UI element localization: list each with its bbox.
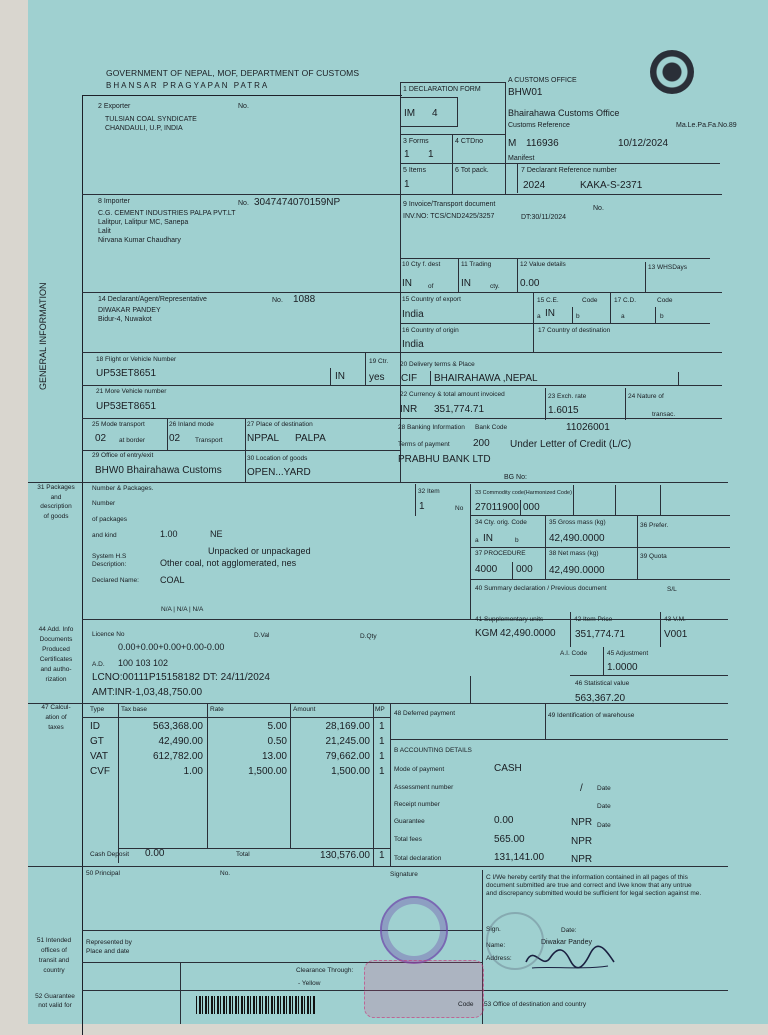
hs-label: System H.S	[92, 553, 127, 560]
declared-name: COAL	[160, 575, 185, 585]
cd-b: b	[660, 313, 664, 320]
exporter-no-label: No.	[238, 103, 249, 110]
certifier-name-label: Name:	[486, 942, 506, 949]
receipt-date-label: Date	[597, 803, 611, 810]
tax-mp: 1	[379, 736, 385, 747]
tax-mp: 1	[379, 766, 385, 777]
importer-name: C.G. CEMENT INDUSTRIES PALPA PVT.LT	[98, 210, 236, 217]
declarant-address: Bidur-4, Nuwakot	[98, 316, 152, 323]
tax-type: GT	[90, 736, 104, 747]
location-goods: OPEN...YARD	[247, 467, 311, 478]
summary-declaration-value: S/L	[667, 586, 677, 593]
more-vehicle-label: 21 More Vehicle number	[96, 388, 167, 395]
number-label: Number	[92, 500, 116, 507]
certifier-address-label: Address:	[486, 955, 512, 962]
payment-mode-label: Mode of payment	[394, 766, 445, 773]
destination-country-suffix: of	[428, 283, 434, 290]
ctdno-label: 4 CTDno	[455, 138, 484, 145]
items-label: 5 Items	[403, 167, 426, 174]
procedure-label: 37 PROCEDURE	[475, 550, 526, 557]
exporter-label: 2 Exporter	[98, 103, 131, 110]
clearance-copy: - Yellow	[298, 980, 321, 987]
and-kind-label: and kind	[92, 532, 117, 539]
accounting-details-title: B ACCOUNTING DETAILS	[394, 747, 472, 754]
warehouse-id-label: 49 Identification of warehouse	[548, 712, 635, 719]
dval-label: D.Val	[254, 632, 270, 639]
total-declaration: 131,141.00	[494, 852, 545, 863]
vehicle-number-label: 18 Flight or Vehicle Number	[96, 356, 177, 363]
declarant-reference-label: 7 Declarant Reference number	[521, 167, 617, 174]
currency-code: INR	[400, 404, 418, 415]
total-fees-currency: NPR	[571, 836, 593, 847]
ce-b: b	[576, 313, 580, 320]
mode-transport-code: 02	[95, 433, 107, 444]
origin-code-b: b	[515, 537, 519, 544]
vehicle-number: UP53ET8651	[96, 368, 157, 379]
tax-base: 612,782.00	[152, 751, 203, 762]
header-title: GOVERNMENT OF NEPAL, MOF, DEPARTMENT OF CUSTOMS	[106, 68, 360, 78]
hs-description: Other coal, not agglomerated, nes	[160, 558, 297, 568]
licence-label: Licence No	[92, 631, 125, 638]
export-country-label: 15 Country of export	[402, 296, 461, 303]
destination-office-label: 53 Office of destination and country	[484, 1001, 587, 1008]
mode-transport-label: 25 Mode transport	[92, 421, 145, 428]
ad-label: A.D.	[92, 661, 105, 668]
nature-transaction-label: 24 Nature of	[628, 393, 664, 400]
sign-label: Sign.	[486, 926, 501, 933]
origin-code: IN	[483, 533, 493, 544]
tax-amount: 28,169.00	[325, 721, 370, 732]
gross-mass-label: 35 Gross mass (kg)	[549, 519, 606, 526]
customs-reference-number: 116936	[526, 138, 559, 149]
ce-a: a	[537, 313, 541, 320]
customs-office-name: Bhairahawa Customs Office	[508, 108, 620, 118]
exchange-rate-label: 23 Exch. rate	[548, 393, 587, 400]
guarantee-amount: 0.00	[494, 815, 514, 826]
office-entry-label: 29 Office of entry/exit	[92, 452, 154, 459]
footer-code-label: Code	[458, 1001, 474, 1008]
currency-label: 22 Currency & total amount invoiced	[400, 391, 505, 398]
vehicle-country: IN	[335, 371, 345, 382]
valuation-method-label: 43 V.M.	[664, 616, 686, 623]
cd-label: 17 C.D.	[614, 297, 637, 304]
total-packages-label: 6 Tot pack.	[455, 167, 489, 174]
ce-label: 15 C.E.	[537, 297, 559, 304]
importer-contact: Nirvana Kumar Chaudhary	[98, 237, 181, 244]
licence-values: 0.00+0.00+0.00+0.00-0.00	[118, 642, 225, 652]
preference-label: 36 Prefer.	[640, 522, 669, 529]
valuation-method: V001	[664, 629, 688, 640]
inland-mode-label: 26 Inland mode	[169, 421, 214, 428]
cash-deposit-label: Cash Deposit	[90, 851, 130, 858]
clearance-label: Clearance Through:	[296, 967, 354, 974]
of-packages-label: of packages	[92, 516, 128, 523]
manifest-label: Manifest	[508, 155, 535, 162]
guarantee-side-label: 52 Guarantee not valid for	[35, 993, 75, 1009]
total-declaration-label: Total declaration	[394, 855, 442, 862]
tax-base: 563,368.00	[152, 721, 203, 732]
procedure-subcode: 000	[516, 564, 533, 575]
tax-rate: 0.50	[267, 736, 287, 747]
inland-mode-text: Transport	[195, 437, 223, 444]
exchange-rate: 1.6015	[548, 405, 579, 416]
tax-type-header: Type	[90, 706, 105, 713]
forms-value-1: 1	[404, 149, 410, 160]
value-details-label: 12 Value details	[520, 261, 566, 268]
commodity-code: 27011900	[475, 502, 519, 513]
deferred-payment-label: 48 Deferred payment	[394, 710, 456, 717]
net-mass-label: 38 Net mass (kg)	[549, 550, 599, 557]
tax-base: 42,490.00	[158, 736, 203, 747]
cash-deposit: 0.00	[145, 848, 165, 859]
commodity-subcode: 000	[523, 502, 540, 513]
lc-number: LCNO:00111P15158182 DT: 24/11/2024	[92, 672, 270, 683]
declarant-name: DIWAKAR PANDEY	[98, 307, 161, 314]
item-price: 351,774.71	[575, 629, 626, 640]
importer-address-1: Lalitpur, Lalitpur MC, Sanepa	[98, 219, 189, 226]
lc-amount: AMT:INR-1,03,48,750.00	[92, 687, 203, 698]
office-stamp-purple	[380, 896, 448, 964]
assessment-date-label: Date	[597, 785, 611, 792]
trading-country-code: IN	[461, 278, 471, 289]
tax-rate: 1,500.00	[248, 766, 287, 777]
summary-declaration-label: 40 Summary declaration / Previous document	[475, 585, 607, 592]
hs-description-label: Description:	[92, 561, 127, 568]
customs-reference-date: 10/12/2024	[618, 138, 669, 149]
container-label: 19 Ctr.	[369, 358, 389, 365]
ce-country: IN	[545, 308, 555, 319]
value-details: 0.00	[520, 278, 540, 289]
declarant-reference-number: KAKA-S-2371	[580, 180, 643, 191]
tax-calc-side-label: 47 Calcul- ation of taxes	[41, 704, 71, 731]
tax-amount-header: Amount	[293, 706, 316, 713]
declarant-label: 14 Declarant/Agent/Representative	[98, 296, 207, 303]
destination-country-code: IN	[402, 278, 412, 289]
invoice-label: 9 Invoice/Transport document	[403, 201, 496, 208]
invoice-no-label: No.	[593, 205, 604, 212]
supplementary-unit: KGM	[475, 628, 498, 639]
customs-reference-series: M	[508, 138, 517, 149]
more-vehicle-number: UP53ET8651	[96, 401, 157, 412]
tax-mp: 1	[379, 721, 385, 732]
adjustment: 1.0000	[607, 662, 638, 673]
tax-total-mp: 1	[379, 850, 385, 861]
represented-by-label: Represented by	[86, 939, 132, 946]
tax-rate: 5.00	[267, 721, 287, 732]
payment-mode: CASH	[494, 763, 522, 774]
item-label: 32 Item	[418, 488, 440, 495]
total-invoice-amount: 351,774.71	[434, 404, 485, 415]
declarant-stamp-faint	[486, 912, 544, 970]
tax-mp: 1	[379, 751, 385, 762]
invoice-date: DT:30/11/2024	[521, 214, 567, 221]
customs-emblem-seal	[650, 50, 694, 94]
supplementary-units-label: 41 Supplementary units	[475, 616, 544, 623]
certification-date-label: Date:	[561, 927, 577, 934]
item-no-label: No	[455, 505, 464, 512]
origin-code-a: a	[475, 537, 479, 544]
adjustment-label: 45 Adjustment	[607, 650, 649, 657]
tax-base-header: Tax base	[121, 706, 148, 713]
terms-payment-code: 200	[473, 438, 490, 449]
tax-total: 130,576.00	[319, 850, 370, 861]
customs-office-code: BHW01	[508, 87, 543, 98]
guarantee-currency: NPR	[571, 817, 593, 828]
tax-amount: 1,500.00	[331, 766, 370, 777]
tax-type: VAT	[90, 751, 108, 762]
customs-stamp-red	[364, 960, 484, 1018]
item-price-label: 42 Item Price	[574, 616, 613, 623]
declaration-type: IM	[404, 108, 416, 119]
bg-no-label: BG No:	[504, 474, 527, 481]
destination-country-label: 10 Cty f. dest	[402, 261, 441, 268]
supplementary-quantity: 42,490.0000	[500, 628, 556, 639]
forms-label: 3 Forms	[403, 138, 429, 145]
tax-amount: 21,245.00	[325, 736, 370, 747]
terms-payment-label: Terms of payment	[398, 441, 450, 448]
tax-total-label: Total	[236, 851, 250, 858]
origin-country: India	[402, 339, 424, 350]
invoice-number: INV.NO: TCS/CND2425/3257	[403, 213, 495, 220]
customs-reference-label: Customs Reference	[508, 122, 570, 129]
exporter-address: CHANDAULI, U.P, INDIA	[105, 125, 183, 132]
delivery-place: BHAIRAHAWA ,NEPAL	[434, 373, 538, 384]
declarant-reference-year: 2024	[523, 180, 546, 191]
trading-label: 11 Trading	[461, 261, 492, 268]
package-description: Unpacked or unpackaged	[208, 546, 311, 556]
inland-mode-code: 02	[169, 433, 181, 444]
additional-info-side-label: 44 Add. Info Documents Produced Certificates and autho- rization	[38, 626, 74, 683]
nature-transaction-value: transac.	[652, 411, 676, 418]
customs-office-label: A CUSTOMS OFFICE	[508, 77, 577, 84]
place-destination-label: 27 Place of destination	[247, 421, 313, 428]
mode-transport-text: at border	[119, 437, 146, 444]
item-number: 1	[419, 501, 425, 512]
bank-code: 11026001	[566, 422, 610, 433]
principal-signature-label: Signature	[390, 871, 418, 878]
cd-a: a	[621, 313, 625, 320]
delivery-terms: CIF	[401, 373, 418, 384]
container-value: yes	[369, 372, 385, 383]
tax-mp-header: MP	[375, 706, 385, 713]
origin-code-label: 34 Cty. orig. Code	[475, 519, 527, 526]
package-count: 1.00	[160, 529, 178, 539]
tax-type: CVF	[90, 766, 110, 777]
gross-mass: 42,490.0000	[549, 533, 605, 544]
declared-name-label: Declared Name:	[92, 577, 139, 584]
statistical-value: 563,367.20	[575, 693, 626, 704]
tax-base: 1.00	[183, 766, 203, 777]
bank-name: PRABHU BANK LTD	[398, 454, 491, 465]
guarantee-date-label: Date	[597, 822, 611, 829]
declarant-no-label: No.	[272, 297, 283, 304]
cd-code-label: Code	[657, 297, 673, 304]
destination-country-label-17: 17 Country of destination	[538, 327, 611, 334]
bank-code-label: Bank Code	[475, 424, 508, 431]
importer-no-label: No.	[238, 200, 249, 207]
total-declaration-currency: NPR	[571, 854, 593, 865]
header-subtitle: BHANSAR PRAGYAPAN PATRA	[106, 81, 270, 90]
principal-no-label: No.	[220, 870, 231, 877]
certifier-name: Diwakar Pandey	[541, 939, 592, 946]
procedure-code: 4000	[475, 564, 498, 575]
declaration-form-label: 1 DECLARATION FORM	[403, 86, 481, 93]
statistical-value-label: 46 Statistical value	[575, 680, 630, 687]
principal-label: 50 Principal	[86, 870, 120, 877]
ce-code-label: Code	[582, 297, 598, 304]
total-fees-label: Total fees	[394, 836, 422, 843]
location-goods-label: 30 Location of goods	[247, 455, 308, 462]
assessment-separator: /	[580, 783, 583, 794]
receipt-number-label: Receipt number	[394, 801, 440, 808]
assessment-number-label: Assessment number	[394, 784, 454, 791]
whs-days-label: 13 WHSDays	[648, 264, 688, 271]
importer-label: 8 Importer	[98, 198, 130, 205]
ai-code-label: A.I. Code	[560, 650, 588, 657]
total-fees: 565.00	[494, 834, 525, 845]
commodity-code-label: 33 Commodity code(Harmonized Code)	[475, 490, 572, 496]
intended-offices-side-label: 51 Intended offices of transit and country	[36, 937, 72, 974]
office-entry: BHW0 Bhairahawa Customs	[95, 465, 222, 476]
tax-amount: 79,662.00	[325, 751, 370, 762]
tax-type: ID	[90, 721, 100, 732]
destination-code: NPPAL	[247, 433, 280, 444]
number-packages-label: Number & Packages.	[92, 485, 154, 492]
net-mass: 42,490.0000	[549, 565, 605, 576]
items-value: 1	[404, 179, 410, 190]
packages-side-label: 31 Packages and description of goods	[37, 484, 75, 520]
origin-country-label: 16 Country of origin	[402, 327, 459, 334]
importer-pan-number: 3047474070159NP	[254, 197, 341, 208]
delivery-terms-label: 20 Delivery terms & Place	[400, 361, 475, 368]
banking-info-label: 28 Banking Information	[398, 424, 465, 431]
package-kind: NE	[210, 529, 223, 539]
quota-label: 39 Quota	[640, 553, 667, 560]
form-reference-code: Ma.Le.Pa.Fa.No.89	[676, 122, 737, 129]
barcode	[196, 996, 316, 1014]
tax-rate-header: Rate	[210, 706, 224, 713]
terms-payment-text: Under Letter of Credit (L/C)	[510, 439, 632, 450]
declaration-subtype: 4	[432, 108, 438, 119]
guarantee-label: Guarantee	[394, 818, 425, 825]
place-date-label: Place and date	[86, 948, 130, 955]
container-numbers: N/A | N/A | N/A	[161, 606, 204, 613]
forms-value-2: 1	[428, 149, 434, 160]
ad-codes: 100 103 102	[118, 658, 169, 668]
destination-place: PALPA	[295, 433, 326, 444]
certification-text: C I/We hereby certify that the information contained in all pages of this document submitted are true and correct and I/we know that any untrue and discrepancy submitted would be sufficient for legal section against me.	[486, 874, 702, 897]
export-country: India	[402, 309, 424, 320]
importer-address-2: Lalit	[98, 228, 111, 235]
declarant-number: 1088	[293, 294, 316, 305]
exporter-name: TULSIAN COAL SYNDICATE	[105, 116, 197, 123]
tax-rate: 13.00	[261, 751, 287, 762]
general-information-label: GENERAL INFORMATION	[38, 282, 48, 390]
dqty-label: D.Qty	[360, 633, 377, 640]
trading-country-suffix: cty.	[490, 283, 500, 290]
